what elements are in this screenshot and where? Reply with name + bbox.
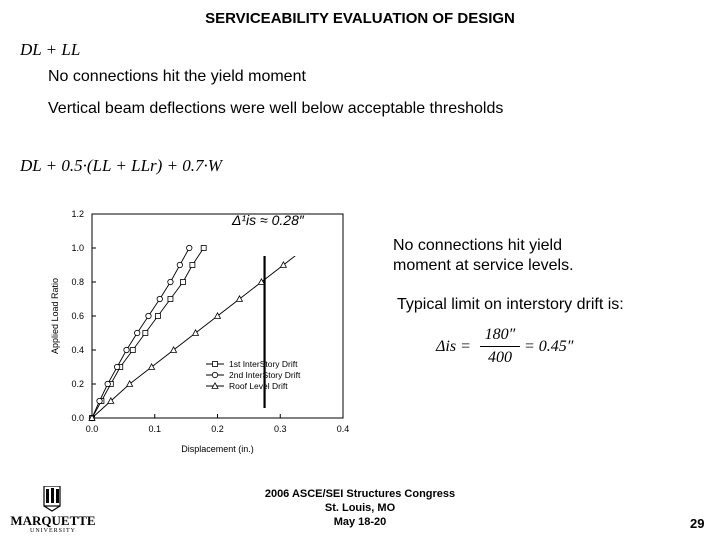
data-point-triangle bbox=[127, 381, 133, 387]
slide-title: SERVICEABILITY EVALUATION OF DESIGN bbox=[205, 10, 515, 27]
bullet-deflections: Vertical beam deflections were well below acceptable thresholds bbox=[48, 100, 504, 117]
data-point-circle bbox=[114, 364, 119, 369]
footer-location: St. Louis, MO bbox=[324, 502, 396, 514]
equation-dl-ll: DL + LL bbox=[20, 40, 81, 59]
y-axis-label: Applied Load Ratio bbox=[50, 277, 60, 355]
data-point-square bbox=[143, 331, 148, 336]
data-point-square bbox=[168, 297, 173, 302]
data-point-circle bbox=[146, 313, 151, 318]
note-service-levels-line1: No connections hit yield bbox=[393, 237, 562, 254]
data-point-square bbox=[190, 263, 195, 268]
footer-date: May 18-20 bbox=[333, 516, 387, 528]
data-point-triangle bbox=[280, 262, 286, 268]
logo-wordmark: MARQUETTE bbox=[10, 513, 96, 528]
equation-drift-numerator: 180″ bbox=[484, 326, 516, 343]
y-tick-label: 1.0 bbox=[71, 243, 84, 253]
data-point-triangle bbox=[149, 364, 155, 370]
y-tick-label: 1.2 bbox=[71, 209, 84, 219]
data-point-circle bbox=[124, 347, 129, 352]
legend-label: 2nd InterStory Drift bbox=[229, 370, 301, 380]
data-point-square bbox=[180, 280, 185, 285]
equation-drift-rhs: = 0.45″ bbox=[524, 338, 574, 355]
annotation-bg bbox=[252, 238, 340, 256]
equation-drift-lhs: Δis = bbox=[436, 338, 471, 355]
data-point-triangle bbox=[171, 347, 177, 353]
x-axis-label: Displacement (in.) bbox=[181, 444, 254, 454]
x-tick-label: 0.4 bbox=[336, 424, 350, 434]
x-tick-label: 0.2 bbox=[211, 424, 224, 434]
data-point-triangle bbox=[215, 313, 221, 319]
y-tick-label: 0.8 bbox=[71, 277, 84, 287]
legend-label: Roof Level Drift bbox=[229, 381, 288, 391]
page-number: 29 bbox=[690, 516, 705, 531]
data-point-square bbox=[201, 246, 206, 251]
series-line-3 bbox=[92, 248, 305, 418]
equation-load-combination: DL + 0.5·(LL + LLr) + 0.7·W bbox=[20, 156, 222, 175]
x-tick-label: 0.0 bbox=[85, 424, 99, 434]
x-tick-label: 0.1 bbox=[148, 424, 162, 434]
bullet-connections: No connections hit the yield moment bbox=[48, 68, 306, 85]
x-tick-label: 0.3 bbox=[273, 424, 287, 434]
data-point-square bbox=[130, 348, 135, 353]
y-tick-label: 0.4 bbox=[71, 345, 84, 355]
note-service-levels-line2: moment at service levels. bbox=[393, 257, 574, 274]
data-point-circle bbox=[134, 330, 139, 335]
drift-annotation: Δ¹is ≈ 0.28″ bbox=[232, 212, 304, 228]
data-point-circle bbox=[187, 245, 192, 250]
data-point-circle bbox=[168, 279, 173, 284]
equation-drift-denominator: 400 bbox=[488, 349, 512, 366]
y-tick-label: 0.2 bbox=[71, 379, 84, 389]
legend-label: 1st InterStory Drift bbox=[229, 359, 298, 369]
y-tick-label: 0.6 bbox=[71, 311, 84, 321]
data-point-circle bbox=[157, 296, 162, 301]
data-point-triangle bbox=[236, 296, 242, 302]
data-point-circle bbox=[177, 262, 182, 267]
note-drift-limit: Typical limit on interstory drift is: bbox=[397, 296, 624, 313]
footer-conference: 2006 ASCE/SEI Structures Congress bbox=[264, 488, 456, 500]
data-point-triangle bbox=[193, 330, 199, 336]
logo-university: UNIVERSITY bbox=[30, 528, 76, 534]
y-tick-label: 0.0 bbox=[71, 413, 84, 423]
data-point-square bbox=[155, 314, 160, 319]
footer bbox=[240, 487, 480, 529]
data-point-square bbox=[213, 362, 218, 367]
data-point-circle bbox=[212, 372, 217, 377]
data-point-circle bbox=[97, 398, 102, 403]
marquette-logo bbox=[8, 486, 98, 536]
data-point-circle bbox=[105, 381, 110, 386]
